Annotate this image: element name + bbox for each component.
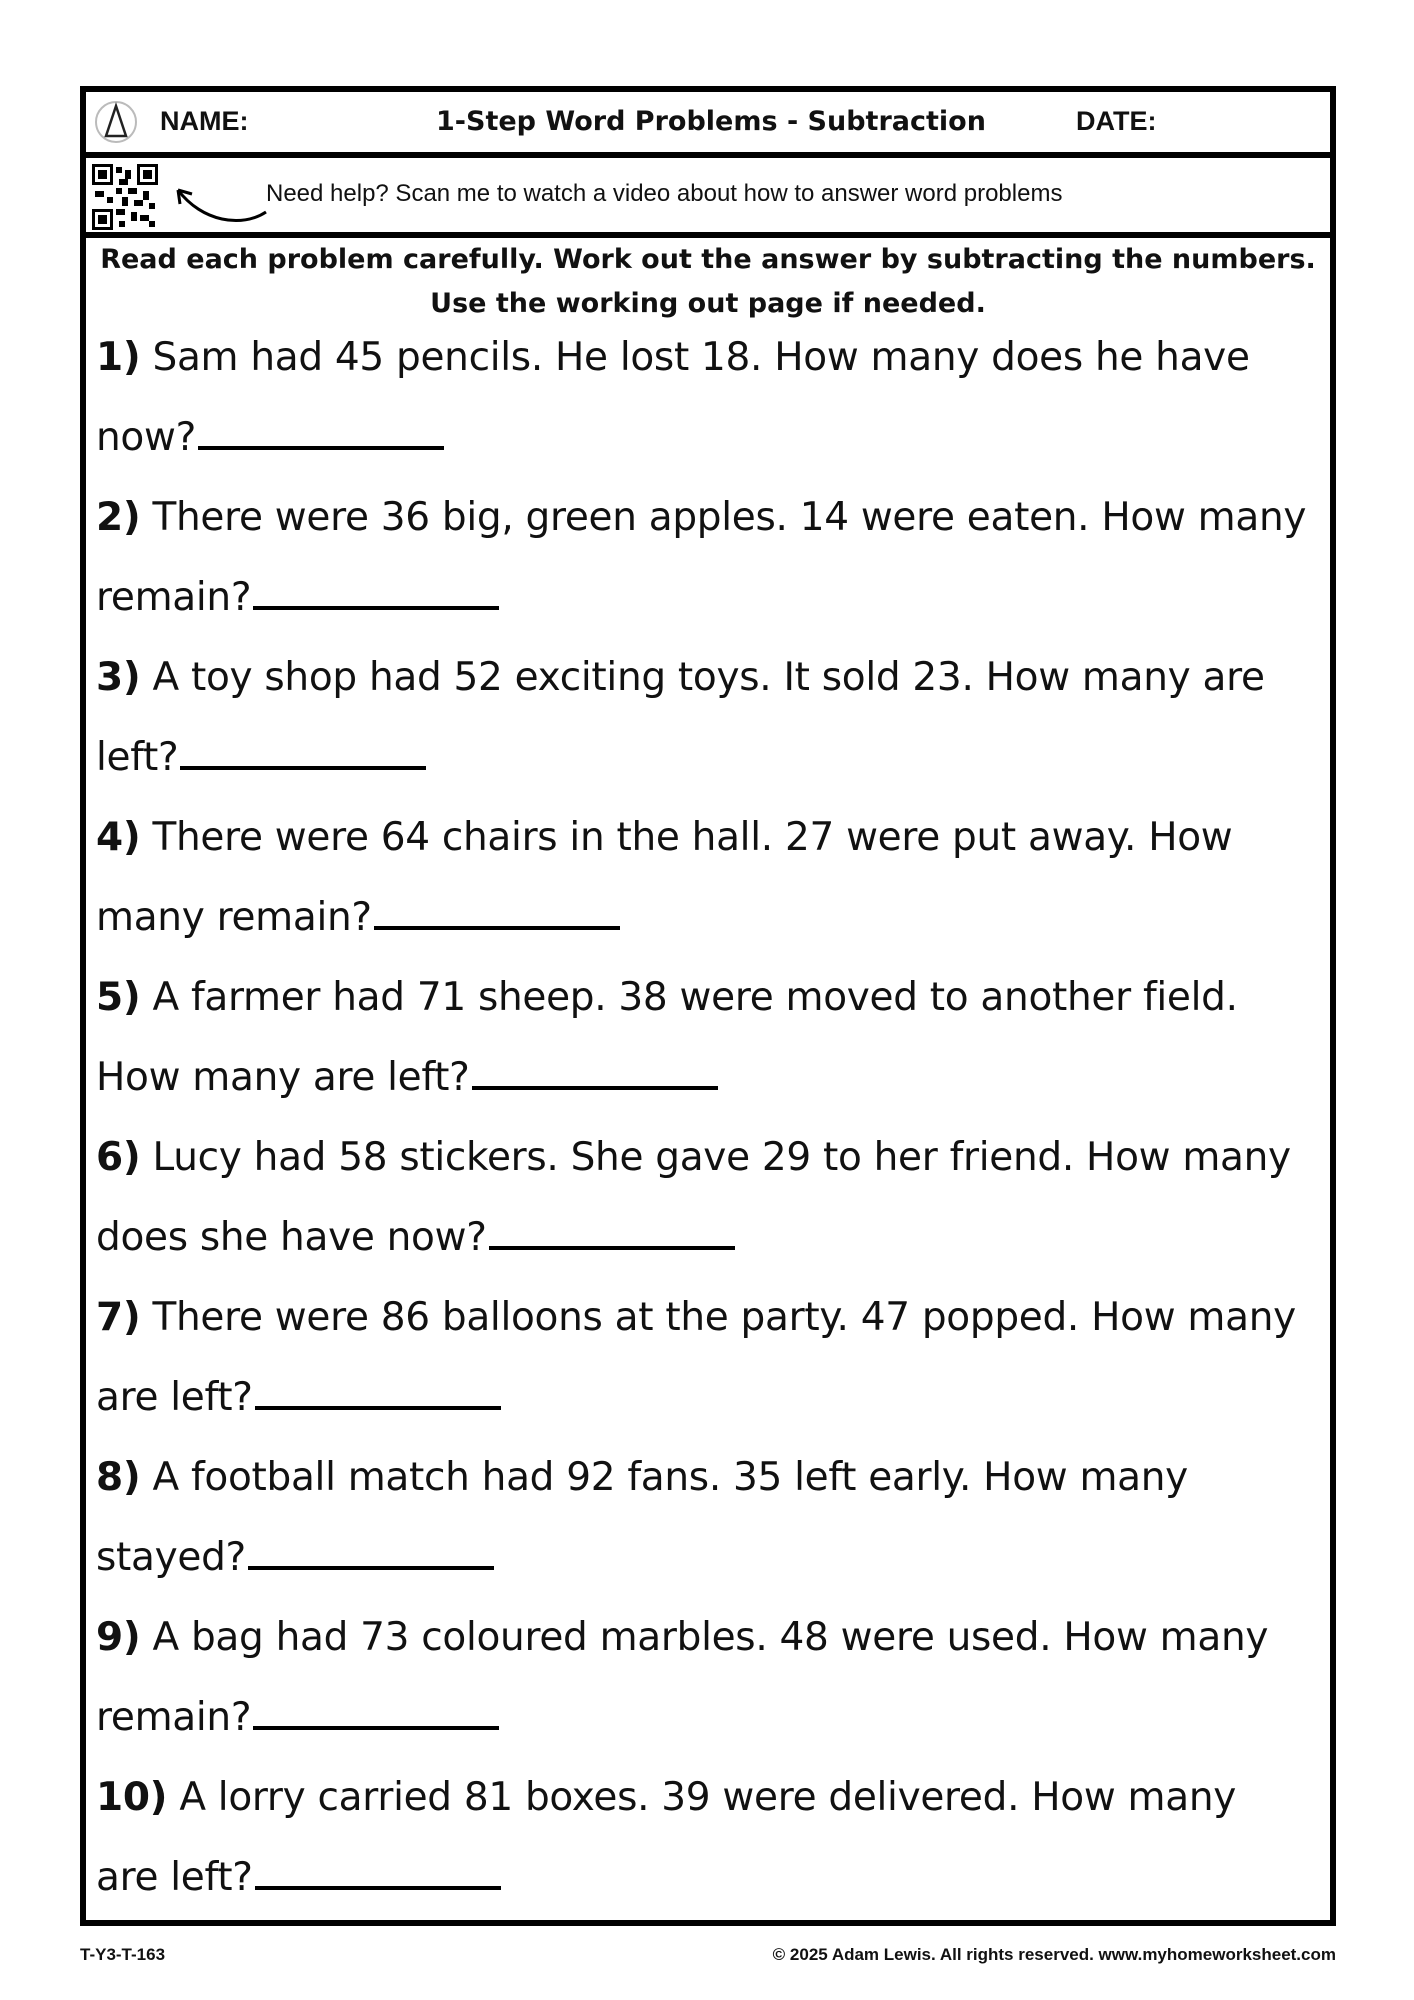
answer-blank[interactable] [253, 1726, 499, 1730]
answer-blank[interactable] [255, 1406, 501, 1410]
problem-number: 1) [96, 335, 141, 380]
problem-item [96, 1118, 1326, 1278]
answer-blank[interactable] [180, 766, 426, 770]
problem-item [96, 318, 1326, 478]
instructions-line-1: Read each problem carefully. Work out the answer by subtracting the numbers. [100, 244, 1316, 275]
problem-line-1 [96, 1438, 1326, 1518]
problem-question: stayed? [96, 1535, 246, 1580]
problem-line-2 [96, 1678, 1326, 1758]
problem-number: 5) [96, 975, 141, 1020]
problem-question: many remain? [96, 895, 372, 940]
problem-item [96, 798, 1326, 958]
problem-text: A toy shop had 52 exciting toys. It sold 23. How many are [152, 655, 1265, 700]
problem-question: are left? [96, 1375, 253, 1420]
problem-question: remain? [96, 1695, 252, 1740]
problem-text: There were 64 chairs in the hall. 27 were put away. How [152, 815, 1233, 860]
problem-number: 3) [96, 655, 141, 700]
copyright-notice: © 2025 Adam Lewis. All rights reserved. www.myhomeworksheet.com [772, 1945, 1336, 1964]
problem-item [96, 1438, 1326, 1598]
problem-number: 2) [96, 495, 141, 540]
problem-line-2 [96, 718, 1326, 798]
help-text: Need help? Scan me to watch a video about how to answer word problems [266, 180, 1063, 207]
curved-arrow-icon [162, 168, 272, 226]
problem-line-2 [96, 878, 1326, 958]
problem-text: There were 86 balloons at the party. 47 popped. How many [152, 1295, 1296, 1340]
problem-list [96, 318, 1326, 1918]
problem-number: 9) [96, 1615, 141, 1660]
name-label: NAME: [160, 106, 249, 136]
problem-text: Sam had 45 pencils. He lost 18. How many does he have [152, 335, 1250, 380]
problem-line-1 [96, 1278, 1326, 1358]
problem-line-2 [96, 1518, 1326, 1598]
problem-line-2 [96, 398, 1326, 478]
problem-number: 7) [96, 1295, 141, 1340]
problem-text: A football match had 92 fans. 35 left early. How many [152, 1455, 1188, 1500]
header-row [86, 92, 1330, 158]
help-row [86, 158, 1330, 238]
answer-blank[interactable] [248, 1566, 494, 1570]
problem-item [96, 958, 1326, 1118]
instructions-line-2: Use the working out page if needed. [430, 288, 986, 319]
problem-line-2 [96, 558, 1326, 638]
problem-number: 8) [96, 1455, 141, 1500]
problem-question: remain? [96, 575, 252, 620]
problem-line-2 [96, 1198, 1326, 1278]
problem-number: 6) [96, 1135, 141, 1180]
problem-line-2 [96, 1358, 1326, 1438]
problem-question: How many are left? [96, 1055, 470, 1100]
problem-line-2 [96, 1838, 1326, 1918]
problem-line-1 [96, 958, 1326, 1038]
problem-item [96, 1278, 1326, 1438]
problem-text: A lorry carried 81 boxes. 39 were delivered. How many [179, 1775, 1237, 1820]
answer-blank[interactable] [253, 606, 499, 610]
problem-question: does she have now? [96, 1215, 487, 1260]
problem-text: Lucy had 58 stickers. She gave 29 to her friend. How many [152, 1135, 1291, 1180]
worksheet-title: 1-Step Word Problems - Subtraction [436, 106, 986, 137]
problem-line-1 [96, 1118, 1326, 1198]
triangle-logo-icon [94, 100, 138, 144]
qr-code-icon [92, 164, 158, 230]
problem-question: now? [96, 415, 196, 460]
problem-line-1 [96, 1758, 1326, 1838]
answer-blank[interactable] [198, 446, 444, 450]
problem-question: are left? [96, 1855, 253, 1900]
problem-line-1 [96, 478, 1326, 558]
answer-blank[interactable] [255, 1886, 501, 1890]
problem-item [96, 638, 1326, 798]
problem-number: 10) [96, 1775, 168, 1820]
problem-line-1 [96, 1598, 1326, 1678]
problem-line-2 [96, 1038, 1326, 1118]
problem-text: A bag had 73 coloured marbles. 48 were used. How many [152, 1615, 1269, 1660]
problem-item [96, 1598, 1326, 1758]
answer-blank[interactable] [374, 926, 620, 930]
worksheet-frame [80, 86, 1336, 1926]
problem-question: left? [96, 735, 179, 780]
problem-line-1 [96, 638, 1326, 718]
answer-blank[interactable] [472, 1086, 718, 1090]
problem-line-1 [96, 318, 1326, 398]
answer-blank[interactable] [489, 1246, 735, 1250]
problem-item [96, 1758, 1326, 1918]
problem-line-1 [96, 798, 1326, 878]
problem-item [96, 478, 1326, 638]
problem-text: A farmer had 71 sheep. 38 were moved to another field. [152, 975, 1238, 1020]
instructions [86, 238, 1330, 326]
problem-number: 4) [96, 815, 141, 860]
worksheet-code: T-Y3-T-163 [80, 1945, 166, 1964]
problem-text: There were 36 big, green apples. 14 were eaten. How many [152, 495, 1307, 540]
date-label: DATE: [1076, 106, 1157, 136]
